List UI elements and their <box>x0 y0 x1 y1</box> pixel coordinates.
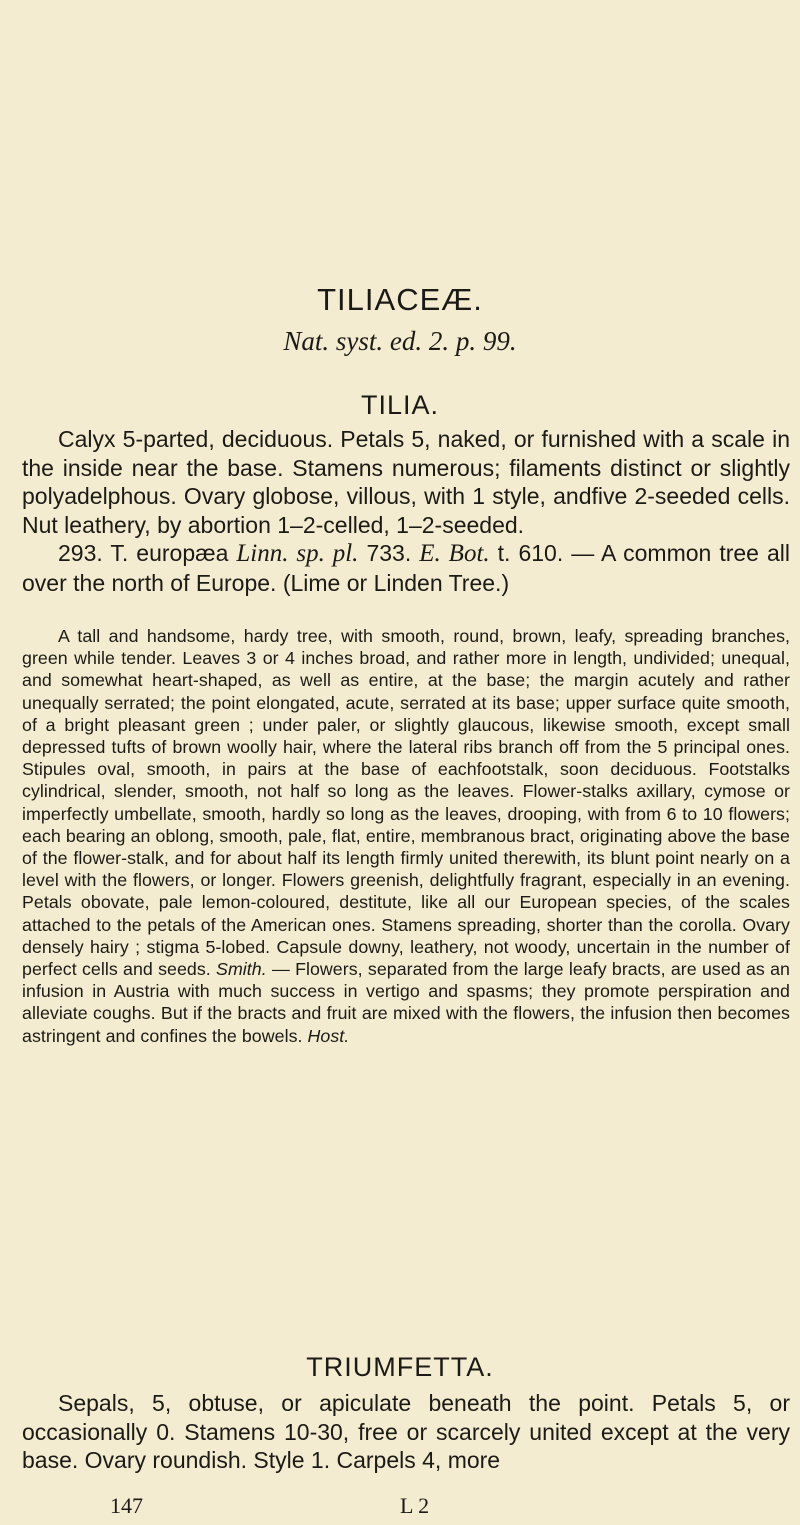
species-page: 733. <box>366 540 412 566</box>
family-title: TILIACEÆ. <box>317 282 483 317</box>
signature-mark: L 2 <box>400 1493 430 1518</box>
description-text: A tall and handsome, hardy tree, with smooth, round, brown, leafy, spreading branches, green while tender. Leaves 3 or 4 inches broad, and rather more in length, undivided; unequal, and somewhat heart-shaped, as well as entire, at the base; the margin acutely and rather unequally serrated; the point elongated, acute, serrated at its base; upper surface quite smooth, of a bright pleasant green ; under paler, or slightly glaucous, likewise smooth, except small depressed tufts of brown woolly hair, where the lateral ribs branch off from the 5 principal ones. Stipules oval, smooth, in pairs at the base of eachfootstalk, soon deciduous. Footstalks cylindrical, slender, smooth, not half so long as the leaves. Flower-stalks axillary, cymose or imperfectly umbellate, smooth, hardly so long as the leaves, drooping, with from 6 to 10 flowers; each bearing an oblong, smooth, pale, flat, entire, membranous bract, originating above the base of the flower-stalk, and for about half its length firmly united therewith, its blunt point nearly on a level with the flowers, or longer. Flowers greenish, delightfully fragrant, especially in an evening. Petals obovate, pale lemon-coloured, destitute, like all our European species, of the scales attached to the petals of the American ones. Stamens spreading, shorter than the corolla. Ovary densely hairy ; stigma 5-lobed. Capsule downy, leathery, not woody, uncertain in the number of perfect cells and seeds. <box>22 626 790 980</box>
figure-work: E. Bot. <box>419 540 490 567</box>
triumfetta-generic-character: Sepals, 5, obtuse, or apiculate beneath the point. Petals 5, or occasionally 0. Stamens 10-30, free or scarcely united except at the very base. Ovary roundish. Style 1. Carpels 4, more <box>22 1390 790 1473</box>
species-entry <box>22 539 790 597</box>
species-description <box>22 625 790 1047</box>
tilia-generic-character: Calyx 5-parted, deciduous. Petals 5, naked, or furnished with a scale in the inside near the base. Stamens numerous; filaments distinct or slightly polyadelphous. Ovary globose, villous, with 1 style, andfive 2-seeded cells. Nut leathery, by abortion 1–2-celled, 1–2-seeded. <box>22 426 790 538</box>
genus-heading-tilia: TILIA. <box>360 390 440 420</box>
species-authority: Linn. sp. pl. <box>236 540 359 567</box>
description-source: Host. <box>307 1025 350 1046</box>
description-continued: — Flowers, separated from the large leafy bracts, are used as an infusion in Austria with much success in vertigo and spasms; they promote perspiration and alleviate coughs. But if the bracts and fruit are mixed with the flowers, the infusion then becomes astringent and confines the bowels. <box>22 959 790 1046</box>
species-figure: t. 610. — A common tree all over the north of Europe. (Lime or Linden Tree.) <box>22 540 791 596</box>
family-reference: Nat. syst. ed. 2. p. 99. <box>283 326 517 356</box>
page-number: 147 <box>110 1493 143 1518</box>
description-author: Smith. <box>216 959 267 980</box>
species-number: 293. T. europæa <box>58 540 229 566</box>
genus-heading-triumfetta: TRIUMFETTA. <box>306 1352 494 1382</box>
